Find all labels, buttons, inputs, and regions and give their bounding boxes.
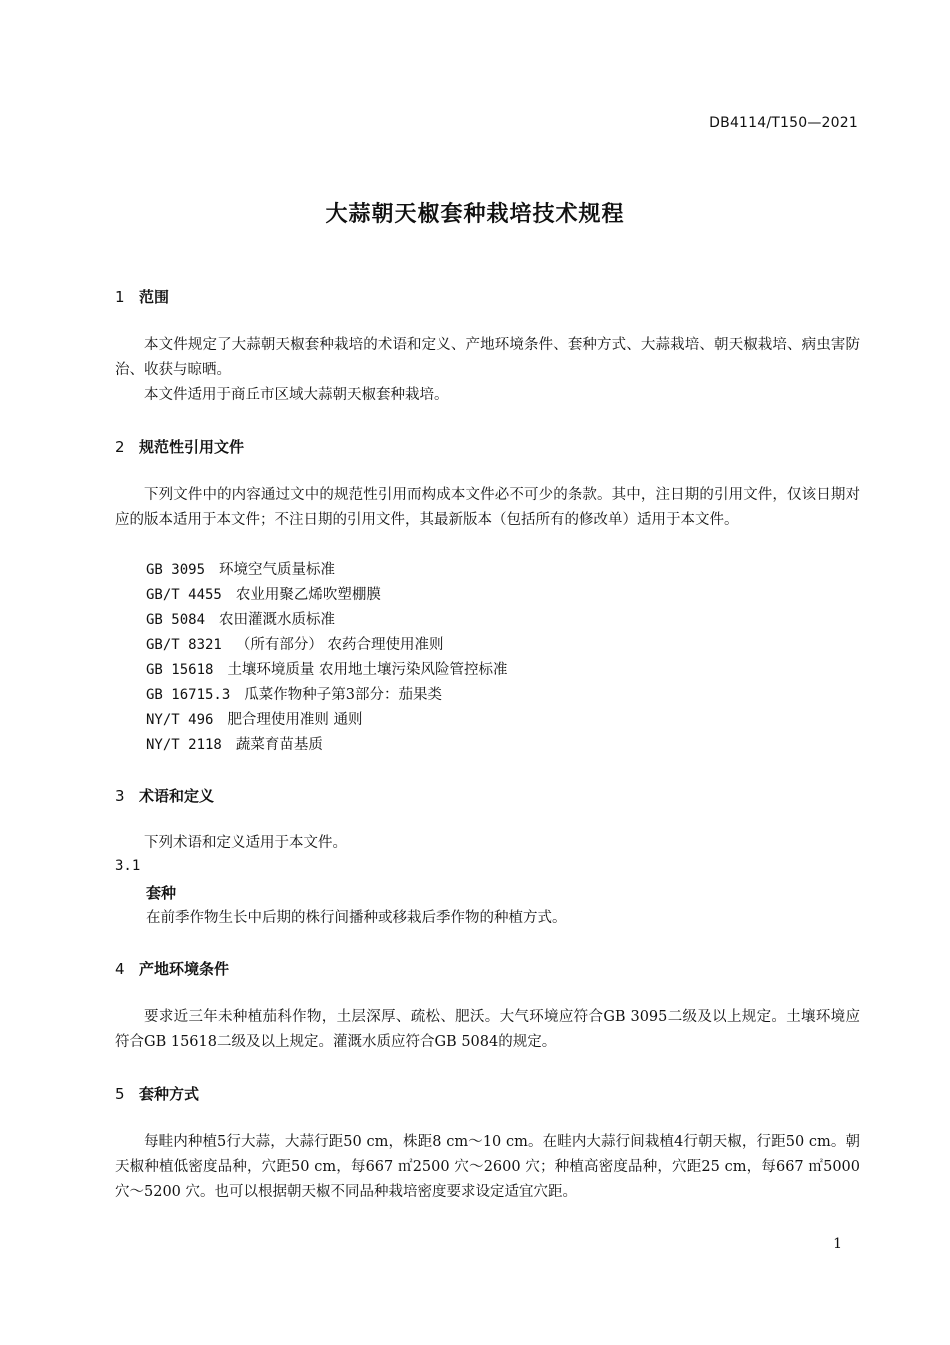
section-number: 3 — [115, 787, 125, 805]
reference-name: 土壤环境质量 农用地土壤污染风险管控标准 — [227, 662, 508, 678]
reference-item — [146, 683, 508, 708]
reference-name: 农业用聚乙烯吹塑棚膜 — [235, 587, 381, 603]
section-3-paragraph-1: 下列术语和定义适用于本文件。 — [144, 835, 347, 851]
section-2-heading — [115, 436, 244, 457]
page-number: 1 — [833, 1236, 842, 1252]
section-4-paragraph-1: 要求近三年未种植茄科作物，土层深厚、疏松、肥沃。大气环境应符合GB 3095二级及以上规定。土壤环境应符合GB 15618二级及以上规定。灌溉水质应符合GB 5084的规定。 — [115, 1009, 860, 1050]
reference-code: GB 5084 — [146, 612, 206, 628]
reference-code: NY/T 2118 — [146, 737, 222, 753]
reference-name: 环境空气质量标准 — [219, 562, 336, 578]
section-4-heading — [115, 958, 229, 979]
reference-item — [146, 583, 508, 608]
reference-item — [146, 608, 508, 633]
document-title: 大蒜朝天椒套种栽培技术规程 — [325, 202, 625, 227]
normative-references-list — [146, 558, 508, 758]
reference-name: 蔬菜育苗基质 — [235, 737, 323, 753]
reference-item — [146, 733, 508, 758]
section-3-heading — [115, 785, 214, 806]
section-2-paragraph-1: 下列文件中的内容通过文中的规范性引用而构成本文件必不可少的条款。其中，注日期的引用文件，仅该日期对应的版本适用于本文件；不注日期的引用文件，其最新版本（包括所有的修改单）适用于本文件。 — [115, 487, 860, 528]
reference-code: GB/T 8321 — [146, 637, 222, 653]
reference-name: 农田灌溉水质标准 — [219, 612, 336, 628]
reference-name: （所有部分） 农药合理使用准则 — [235, 637, 444, 653]
reference-code: GB 16715.3 — [146, 687, 231, 703]
reference-item — [146, 708, 508, 733]
reference-code: GB 15618 — [146, 662, 214, 678]
subsection-number: 3.1 — [115, 858, 141, 874]
section-5-paragraph-1: 每畦内种植5行大蒜，大蒜行距50 cm，株距8 cm～10 cm。在畦内大蒜行间栽植4行朝天椒，行距50 cm。朝天椒种植低密度品种，穴距50 cm，每667 ㎡2500 穴～2600 穴；种植高密度品种，穴距25 cm，每667 ㎡5000 穴～5200 穴。也可以根据朝天椒不同品种栽培密度要求设定适宜穴距。 — [115, 1134, 860, 1200]
reference-code: NY/T 496 — [146, 712, 214, 728]
section-title: 范围 — [139, 288, 170, 306]
section-number: 2 — [115, 438, 125, 456]
reference-code: GB/T 4455 — [146, 587, 222, 603]
reference-name: 肥合理使用准则 通则 — [227, 712, 363, 728]
section-5-heading — [115, 1083, 199, 1104]
section-number: 5 — [115, 1085, 125, 1103]
section-1-paragraph-1: 本文件规定了大蒜朝天椒套种栽培的术语和定义、产地环境条件、套种方式、大蒜栽培、朝天椒栽培、病虫害防治、收获与晾晒。 — [115, 337, 860, 378]
section-1-heading — [115, 286, 169, 307]
section-title: 产地环境条件 — [139, 960, 230, 978]
reference-code: GB 3095 — [146, 562, 206, 578]
reference-name: 瓜菜作物种子第3部分：茄果类 — [244, 687, 443, 703]
section-title: 术语和定义 — [139, 787, 215, 805]
reference-item — [146, 558, 508, 583]
term-definition: 在前季作物生长中后期的株行间播种或移栽后季作物的种植方式。 — [146, 910, 567, 926]
document-code: DB4114/T150—2021 — [709, 115, 858, 131]
section-number: 1 — [115, 288, 125, 306]
section-title: 套种方式 — [139, 1085, 200, 1103]
section-1-paragraph-2: 本文件适用于商丘市区域大蒜朝天椒套种栽培。 — [144, 387, 449, 403]
section-title: 规范性引用文件 — [139, 438, 245, 456]
term-name: 套种 — [146, 884, 177, 902]
reference-item — [146, 658, 508, 683]
section-number: 4 — [115, 960, 125, 978]
reference-item — [146, 633, 508, 658]
